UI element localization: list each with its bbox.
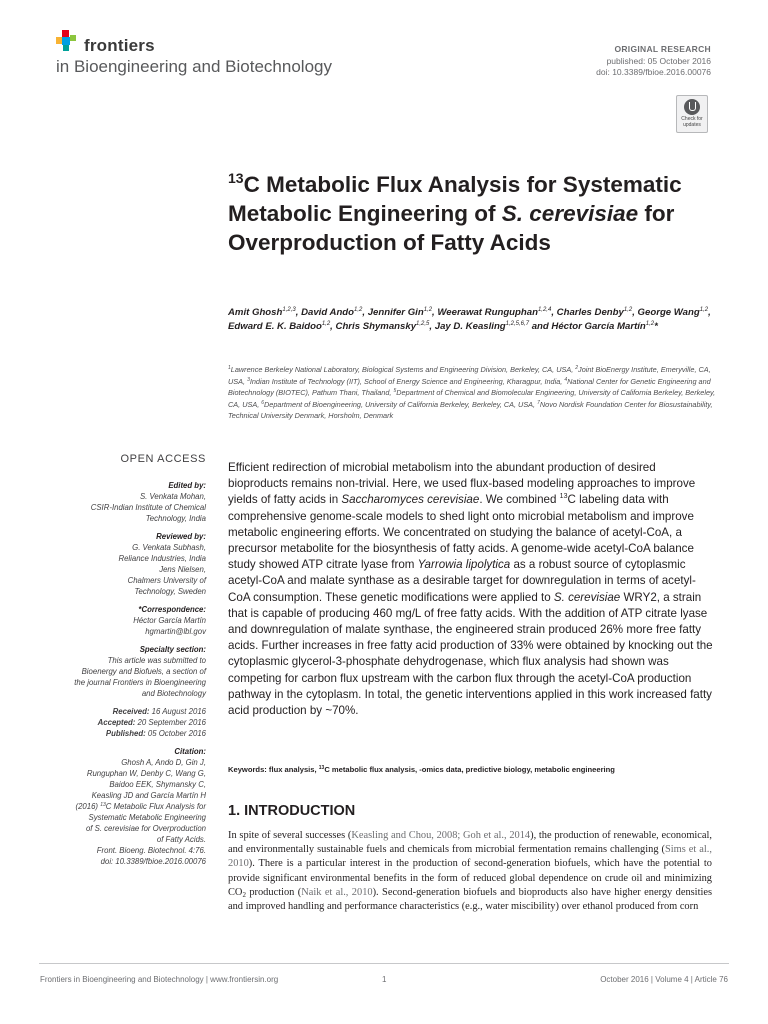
- author-name[interactable]: Héctor García Martín: [551, 320, 646, 332]
- affiliation-text: Department of Bioengineering, University of California Berkeley, Berkeley, CA, USA,: [264, 399, 538, 409]
- affiliation-text: Joint BioEnergy Institute, Emeryville, CA, USA,: [228, 365, 711, 386]
- author-name[interactable]: Jennifer Gin: [367, 307, 424, 318]
- check-for-updates-button[interactable]: [676, 95, 708, 133]
- affiliation-text: National Center for Genetic Engineering and Biotechnology (BIOTEC), Pathum Thani, Thailand,: [228, 376, 711, 397]
- title-part-2: for Overproduction of Fatty Acids: [228, 201, 675, 255]
- author-list: Amit Ghosh$^{1,2,3}$, David Ando$^{1,2}$, Jennifer Gin$^{1,2}$, Weerawat Runguphan$^{1,2,4}$, Charles Denby$^{1,2}$, George Wang$^{1,2}$, Edward E. K. Baidoo$^{1,2}$, Chris Shymansky$^{1,2,5}$, Jay D. Keasling$^{1,2,5,6,7}$ and Héctor García Martín$^{1,2}$*: [228, 307, 711, 332]
- sidebar-line: Systematic Metabolic Engineering: [88, 813, 206, 822]
- author-name[interactable]: Edward E. K. Baidoo: [228, 320, 322, 332]
- sidebar-line: hgmartin@lbl.gov: [145, 627, 206, 636]
- brand-name[interactable]: frontiers: [84, 36, 155, 55]
- sidebar-line: Technology, Sweden: [134, 587, 206, 596]
- edited-by-block: [40, 480, 206, 524]
- affiliations: $^1$Lawrence Berkeley National Laboratory, Biological Systems and Engineering Division, Berkeley, CA, USA, $^2$Joint BioEnergy Institute, Emeryville, CA, USA, $^3$Indian Institute of Technology (IIT), School of Energy Science and Engineering, Kharagpur, India, $^4$National Center for Genetic Engineering and Biotechnology (BIOTEC), Pathum Thani, Thailand, $^5$Department of Chemical and Biomolecular Engineering, University of California Berkeley, Berkeley, CA, USA, $^6$Department of Bioengineering, University of California Berkeley, Berkeley, CA, USA, $^7$Novo Nordisk Foundation Center for Biosustainability, Technical University Denmark, Horsholm, Denmark: [228, 365, 716, 420]
- journal-name[interactable]: in Bioengineering and Biotechnology: [56, 57, 332, 76]
- edited-by-label: Edited by:: [168, 481, 206, 490]
- sidebar-line: Reliance Industries, India: [118, 554, 206, 563]
- bookmark-icon: [684, 99, 700, 115]
- sidebar-line: doi: 10.3389/fbioe.2016.00076: [100, 857, 206, 866]
- sidebar-line: Héctor García Martín: [133, 616, 206, 625]
- author-affiliation: 1,2,4: [537, 307, 552, 313]
- article-title: [228, 170, 728, 257]
- specialty-block: [40, 644, 206, 699]
- author-name[interactable]: Amit Ghosh: [228, 307, 283, 318]
- citation-link[interactable]: Sims et al., 2010: [228, 844, 712, 870]
- sidebar-line: Bioenergy and Biofuels, a section of: [81, 667, 206, 676]
- sidebar-line: S. Venkata Mohan,: [139, 492, 206, 501]
- author-affiliation: 1,2,5: [416, 320, 430, 327]
- affiliation-text: Lawrence Berkeley National Laboratory, Biological Systems and Engineering Division, Berkeley, CA, USA,: [230, 365, 576, 374]
- doi-link[interactable]: doi: 10.3389/fbioe.2016.00076: [596, 67, 711, 77]
- author-name[interactable]: David Ando: [301, 307, 355, 318]
- sidebar-line: of Fatty Acids.: [156, 835, 206, 844]
- title-superscript: 13: [228, 170, 244, 186]
- sidebar-line: Jens Nielsen,: [159, 565, 206, 574]
- title-part-1: C Metabolic Flux Analysis for Systematic Metabolic Engineering of: [228, 172, 682, 226]
- abstract: Efficient redirection of microbial metabolism into the abundant production of desired bioproducts remains non-trivial. Here, we used flux-based modeling approaches to improve yields of fatty acids in Saccharomyces cerevisiae. We combined $^{13}$C labeling data with comprehensive genome-scale models to shed light onto microbial metabolism and improve metabolic engineering efforts. We concentrated on studying the balance of acetyl-CoA, a precursor metabolite for the biosynthesis of fatty acids. A genome-wide acetyl-CoA balance study showed ATP citrate lyase from Yarrowia lipolytica as a robust source of cytoplasmic acetyl-CoA and malate synthase as a desirable target for downregulation in terms of acetyl-CoA consumption. These genetic modifications were applied to S. cerevisiae WRY2, a strain that is capable of producing 460 mg/L of free fatty acids. With the addition of ATP citrate lyase and downregulation of malate synthase, the engineered strain produced 26% more free fatty acids. Further increases in free fatty acid production of 33% were obtained by knocking out the cytoplasmic glycerol-3-phosphate dehydrogenase, which flux analysis had shown was competing for carbon flux upstream with the carbon flux through the acetyl-CoA production pathway in the cytoplasm. In total, the genetic interventions applied in this work increased fatty acid production by ~70%.: [228, 461, 713, 718]
- footer-issue-info: October 2016 | Volume 4 | Article 76: [600, 975, 728, 984]
- correspondence-label: *Correspondence:: [138, 605, 206, 614]
- sidebar-line: Keasling JD and García Martín H: [91, 791, 206, 800]
- author-affiliation: 1,2: [423, 307, 433, 313]
- affiliation-text: Indian Institute of Technology (IIT), School of Energy Science and Engineering, Kharagpur, India,: [249, 376, 565, 386]
- author-name[interactable]: Jay D. Keasling: [434, 320, 506, 332]
- article-info-sidebar: [40, 480, 206, 874]
- frontiers-logo-icon: [56, 30, 78, 54]
- author-name[interactable]: Charles Denby: [556, 307, 624, 318]
- section-heading-introduction: 1. INTRODUCTION: [228, 803, 356, 819]
- open-access-label: OPEN ACCESS: [120, 453, 206, 465]
- reviewed-by-block: [40, 531, 206, 597]
- author-affiliation: 1,2: [354, 307, 363, 313]
- author-affiliation: 1,2: [623, 307, 633, 313]
- author-name[interactable]: Weerawat Runguphan: [437, 307, 538, 318]
- sidebar-line: Technology, India: [145, 514, 206, 523]
- introduction-paragraph: In spite of several successes (Keasling and Chou, 2008; Goh et al., 2014), the production of renewable, economical, and environmentally sustainable fuels and chemicals from microbial fermentation remains challenging (Sims et al., 2010). There is a particular interest in the production of second-generation biofuels, which have the potential to provide significant environmental benefits in the form of reduced global dependence on crude oil and minimizing $CO_2$ production (Naik et al., 2010). Second-generation biofuels and bioproducts also have higher energy densities and improved handling and performance characteristics (e.g., water miscibility) over ethanol produced from corn: [228, 830, 713, 913]
- author-affiliation: 1,2: [321, 320, 331, 327]
- page-number: 1: [382, 975, 387, 984]
- sidebar-line: and Biotechnology: [141, 689, 206, 698]
- citation-lines-a: [40, 757, 206, 801]
- affiliation-text: Novo Nordisk Foundation Center for Biosustainability, Technical University Denmark, Horsholm, Denmark: [228, 399, 713, 420]
- author-name[interactable]: Chris Shymansky: [335, 320, 417, 332]
- sidebar-line: G. Venkata Subhash,: [132, 543, 206, 552]
- published-date: published: 05 October 2016: [606, 56, 711, 66]
- sidebar-line: of S. cerevisiae for Overproduction: [85, 824, 206, 833]
- dates-block: [40, 706, 206, 739]
- author-name[interactable]: George Wang: [637, 307, 700, 318]
- article-type: ORIGINAL RESEARCH: [614, 44, 711, 54]
- affiliation-text: Department of Chemical and Biomolecular Engineering, University of California Berkeley, Berkeley, CA, USA,: [228, 388, 716, 409]
- sidebar-line: Ghosh A, Ando D, Gin J,: [121, 758, 206, 767]
- correspondence-block: [40, 604, 206, 637]
- footer-journal-link[interactable]: Frontiers in Bioengineering and Biotechnology | www.frontiersin.org: [40, 975, 279, 984]
- citation-lines-b: [40, 812, 206, 867]
- specialty-lines: [40, 655, 206, 699]
- keywords: Keywords: flux analysis, $^{13}$C metabolic flux analysis, -omics data, predictive biology, metabolic engineering: [228, 765, 615, 774]
- sidebar-line: Baidoo EEK, Shymansky C,: [109, 780, 206, 789]
- title-italic: S. cerevisiae: [501, 201, 639, 226]
- reviewed-by-label: Reviewed by:: [156, 532, 206, 541]
- accepted-date: Accepted: 20 September 2016: [97, 718, 206, 727]
- specialty-label: Specialty section:: [139, 645, 206, 654]
- author-affiliation: 1,2: [645, 320, 655, 327]
- author-affiliation: 1,2,5,6,7: [505, 320, 530, 327]
- citation-block: [40, 746, 206, 867]
- sidebar-line: Front. Bioeng. Biotechnol. 4:76.: [96, 846, 206, 855]
- correspondence-lines: [40, 615, 206, 637]
- edited-by-lines: [40, 491, 206, 524]
- sidebar-line: CSIR-Indian Institute of Chemical: [90, 503, 206, 512]
- sidebar-line: Runguphan W, Denby C, Wang G,: [86, 769, 206, 778]
- author-affiliation: 1,2: [699, 307, 709, 313]
- received-date: Received: 16 August 2016: [112, 707, 206, 716]
- reviewed-by-lines: [40, 542, 206, 597]
- published-date-sidebar: Published: 05 October 2016: [105, 729, 206, 738]
- citation-label: Citation:: [174, 747, 206, 756]
- sidebar-line: This article was submitted to: [107, 656, 206, 665]
- citation-link[interactable]: Keasling and Chou, 2008; Goh et al., 2014: [351, 830, 531, 841]
- citation-link[interactable]: Naik et al., 2010: [301, 886, 373, 898]
- sidebar-line: the journal Frontiers in Bioengineering: [74, 678, 206, 687]
- sidebar-line: Chalmers University of: [127, 576, 206, 585]
- footer-divider: [39, 963, 729, 964]
- check-updates-label: Check for updates: [681, 116, 703, 128]
- citation-sup-line: (2016) $^{13}$C Metabolic Flux Analysis for: [75, 802, 206, 811]
- author-affiliation: 1,2,3: [282, 307, 296, 313]
